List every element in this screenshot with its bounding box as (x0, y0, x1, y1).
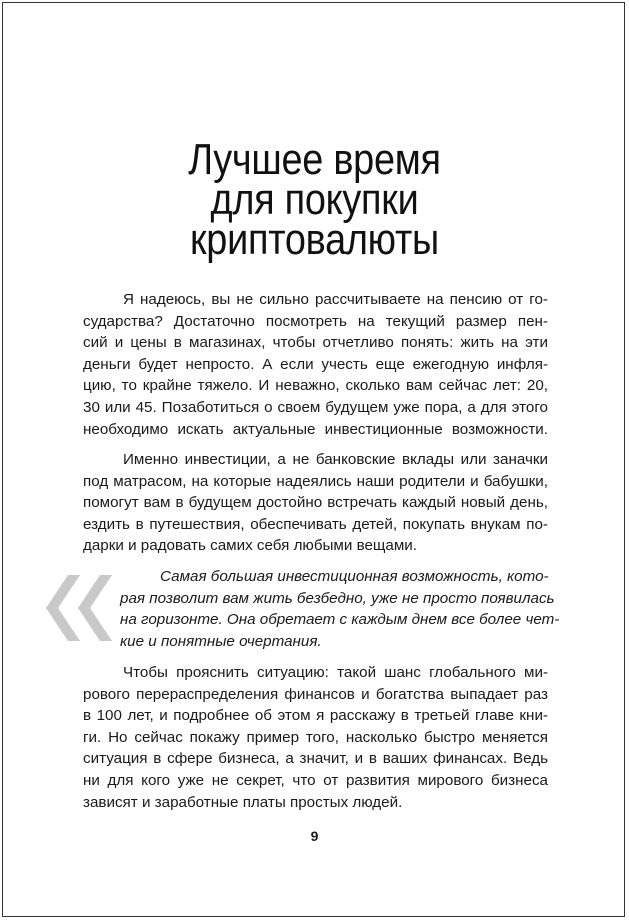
text-line: сударства? Достаточно посмотреть на текущий размер пен- (83, 312, 548, 330)
title-line: для покупки (210, 175, 419, 224)
text-line: под матрасом, на которые надеялись наши родители и бабушки, (83, 472, 548, 490)
double-chevron-quote-icon (46, 575, 112, 641)
paragraph-1 (83, 289, 548, 440)
pull-quote (120, 566, 560, 652)
text-line: дарки и радовать самих себя любыми вещами. (83, 537, 418, 555)
quote-line: рая позволит вам жить безбедно, уже не просто появилась (120, 589, 555, 607)
text-line: рового перераспределения финансов и богатства выпадает раз (83, 685, 548, 703)
text-line: помогут вам в будущем достойно встречать каждый новый день, (83, 494, 548, 512)
page-number: 9 (310, 828, 319, 844)
paragraph-3 (83, 662, 548, 813)
text-line: зависят и заработные платы простых людей. (83, 793, 403, 811)
chapter-title (0, 135, 629, 264)
title-line: Лучшее время (188, 135, 441, 184)
quote-line: Самая большая инвестиционная возможность, кото- (160, 568, 549, 585)
text-line: Именно инвестиции, а не банковские вклады или заначки (123, 451, 548, 468)
text-line: ги. Но сейчас покажу пример того, насколько быстро меняется (83, 728, 548, 746)
text-line: цию, то крайне тяжело. И неважно, сколько вам сейчас лет: 20, (83, 377, 548, 395)
text-line: ни для кого уже не секрет, что от развития мирового бизнеса (83, 771, 548, 789)
text-line: сий и цены в магазинах, чтобы отчетливо понять: жить на эти (83, 334, 548, 352)
quote-line: на горизонте. Она обретает с каждым днем все более чет- (120, 611, 560, 629)
text-line: ситуация в сфере бизнеса, а значит, и в ваших финансах. Ведь (83, 750, 548, 768)
quote-line: кие и понятные очертания. (120, 632, 322, 650)
text-line: ездить в путешествия, обеспечивать детей, покупать внукам по- (83, 515, 548, 533)
title-line: криптовалюты (190, 215, 439, 264)
paragraph-2 (83, 449, 548, 557)
text-line: Чтобы прояснить ситуацию: такой шанс глобального ми- (123, 664, 548, 681)
text-line: необходимо искать актуальные инвестиционные возможности. (83, 420, 548, 438)
text-line: в 100 лет, и подробнее об этом я расскажу в третьей главе кни- (83, 707, 548, 725)
text-line: деньги будет непросто. А если учесть еще ежегодную инфля- (83, 355, 548, 373)
text-line: 30 или 45. Позаботиться о своем будущем уже пора, а для этого (83, 398, 548, 416)
text-line: Я надеюсь, вы не сильно рассчитываете на пенсию от го- (123, 291, 548, 308)
